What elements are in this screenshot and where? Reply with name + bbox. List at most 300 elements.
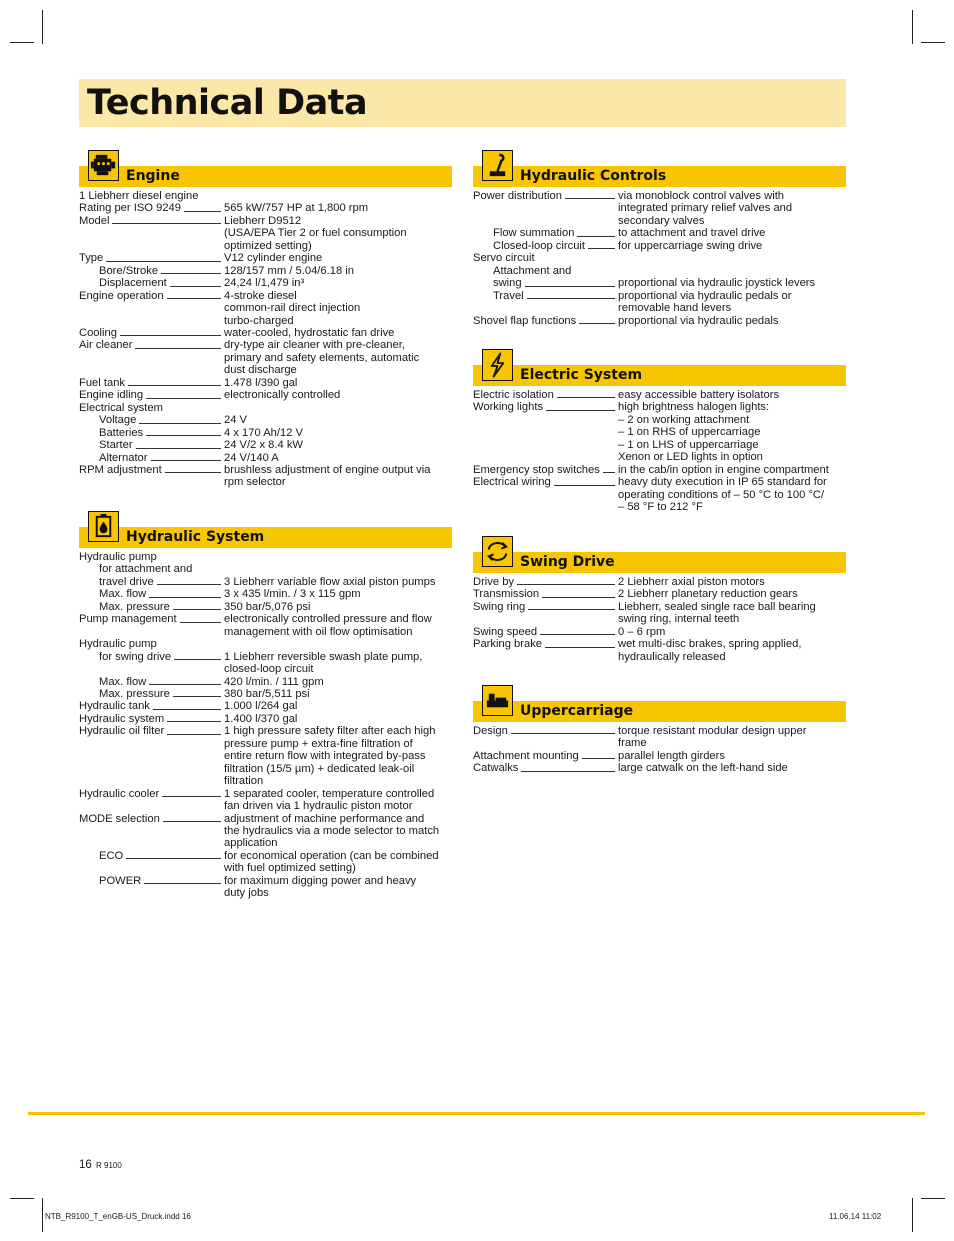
- spec-value: 0 – 6 rpm: [618, 625, 666, 638]
- leader-line: [582, 750, 615, 759]
- crop-mark: [921, 42, 945, 43]
- spec-row: [473, 651, 846, 663]
- section-title: Hydraulic System: [126, 529, 265, 545]
- spec-row: [473, 215, 846, 227]
- spec-value: via monoblock control valves with: [618, 190, 785, 202]
- spec-row: [79, 563, 452, 575]
- spec-row: [473, 202, 846, 214]
- spec-row: [79, 277, 452, 289]
- spec-row: [79, 788, 452, 800]
- spec-label: [79, 837, 224, 849]
- spec-row: [79, 339, 452, 351]
- spec-label: [79, 427, 224, 439]
- spec-value: removable hand levers: [618, 302, 732, 315]
- title-band: [79, 79, 846, 127]
- leader-line: [579, 315, 615, 324]
- spec-label: [473, 464, 618, 476]
- leader-line: [528, 601, 615, 610]
- leader-line: [153, 700, 221, 709]
- engine-icon: [88, 150, 119, 181]
- model-label: R 9100: [96, 1161, 122, 1170]
- spec-label: [473, 588, 618, 600]
- leader-line: [144, 875, 221, 884]
- crop-mark: [10, 1198, 34, 1199]
- spec-row: [79, 688, 452, 700]
- leader-line: [577, 227, 615, 236]
- spec-value: 1.000 l/264 gal: [224, 700, 298, 713]
- spec-row: [79, 713, 452, 725]
- leader-line: [167, 725, 221, 734]
- crop-mark: [912, 10, 913, 44]
- oil-tank-icon: [88, 511, 119, 542]
- leader-line: [603, 464, 615, 473]
- spec-value: the hydraulics via a mode selector to match: [224, 824, 440, 837]
- page-number: 16: [79, 1159, 92, 1171]
- spec-row: [79, 800, 452, 812]
- spec-row: [473, 389, 846, 401]
- spec-label: [79, 738, 224, 750]
- spec-value: adjustment of machine performance and: [224, 812, 425, 825]
- spec-label: [473, 601, 618, 613]
- spec-value: easy accessible battery isolators: [618, 389, 780, 401]
- leader-line: [165, 464, 221, 473]
- leader-line: [588, 240, 615, 249]
- spec-row: [79, 427, 452, 439]
- spec-label: [473, 762, 618, 774]
- spec-value: 24,24 l/1,479 in³: [224, 277, 305, 290]
- leader-line: [146, 427, 221, 436]
- spec-row: [79, 302, 452, 314]
- spec-label: [79, 315, 224, 327]
- section-header: [473, 365, 846, 386]
- spec-row: [79, 813, 452, 825]
- spec-label-text: Hydraulic tank: [79, 700, 150, 713]
- spec-value: 24 V/2 x 8.4 kW: [224, 439, 303, 452]
- spec-label: [473, 227, 618, 239]
- spec-label: [79, 800, 224, 812]
- uppercarriage-icon: [482, 685, 513, 716]
- spec-value: proportional via hydraulic pedals: [618, 314, 779, 327]
- spec-row: [79, 676, 452, 688]
- spec-list: [473, 389, 846, 514]
- spec-row: [473, 576, 846, 588]
- spec-row: [473, 501, 846, 513]
- spec-value: 420 l/min. / 111 gpm: [224, 675, 324, 688]
- spec-value: Liebherr, sealed single race ball bearing: [618, 600, 816, 613]
- spec-list: [79, 190, 452, 489]
- spec-value: brushless adjustment of engine output via: [224, 463, 431, 476]
- spec-row: [473, 190, 846, 202]
- spec-label: 1 Liebherr diesel engine: [79, 190, 199, 202]
- spec-row: [473, 277, 846, 289]
- leader-line: [120, 327, 221, 336]
- spec-row: [79, 327, 452, 339]
- spec-value: 4-stroke diesel: [224, 289, 297, 302]
- spec-row: [79, 190, 452, 202]
- spec-label: [79, 327, 224, 339]
- spec-label: [79, 352, 224, 364]
- leader-line: [146, 389, 221, 398]
- spec-label: [79, 713, 224, 725]
- joystick-icon: [482, 150, 513, 181]
- spec-value: application: [224, 837, 278, 850]
- spec-row: [79, 862, 452, 874]
- section-header: [473, 701, 846, 722]
- spec-label-text: Fuel tank: [79, 376, 126, 389]
- spec-row: [79, 725, 452, 737]
- spec-label: [79, 788, 224, 800]
- spec-label-text: Alternator: [99, 451, 148, 464]
- spec-row: [473, 426, 846, 438]
- leader-line: [527, 290, 615, 299]
- spec-label: Hydraulic pump: [79, 551, 157, 563]
- section-hydraulic-system: [79, 527, 452, 900]
- spec-label: [473, 638, 618, 650]
- spec-row: [79, 850, 452, 862]
- spec-label: [79, 476, 224, 488]
- spec-value: 24 V: [224, 414, 248, 427]
- spec-label: [79, 302, 224, 314]
- spec-value: for maximum digging power and heavy: [224, 874, 417, 887]
- spec-row: [79, 377, 452, 389]
- spec-row: [473, 476, 846, 488]
- spec-value: Xenon or LED lights in option: [618, 451, 763, 464]
- leader-line: [151, 452, 221, 461]
- spec-row: [473, 489, 846, 501]
- spec-value: in the cab/in option in engine compartment: [618, 463, 829, 476]
- spec-list: [473, 725, 846, 775]
- spec-value: 380 bar/5,511 psi: [224, 687, 310, 700]
- section-hydraulic-controls: [473, 166, 846, 327]
- spec-value: – 1 on LHS of uppercarriage: [618, 438, 759, 451]
- spec-value: – 58 °F to 212 °F: [618, 501, 703, 514]
- spec-label-text: Type: [79, 252, 104, 265]
- section-header: [473, 552, 846, 573]
- crop-mark: [42, 10, 43, 44]
- spec-row: [473, 227, 846, 239]
- spec-label: [79, 775, 224, 787]
- spec-value: proportional via hydraulic pedals or: [618, 289, 792, 302]
- spec-row: [473, 613, 846, 625]
- spec-value: primary and safety elements, automatic: [224, 351, 420, 364]
- spec-label: [79, 750, 224, 762]
- spec-row: [79, 663, 452, 675]
- spec-label: [79, 825, 224, 837]
- spec-label: [79, 725, 224, 737]
- leader-line: [173, 688, 221, 697]
- spec-label-text: Bore/Stroke: [99, 264, 159, 277]
- spec-label-text: Electric isolation: [473, 389, 554, 401]
- spec-label-text: Hydraulic oil filter: [79, 725, 165, 738]
- section-header: [473, 166, 846, 187]
- spec-label: [473, 389, 618, 401]
- spec-label: [79, 377, 224, 389]
- spec-label: [79, 277, 224, 289]
- spec-label: [79, 389, 224, 401]
- spec-label: for attachment and: [99, 563, 193, 576]
- spec-value: 3 Liebherr variable flow axial piston pumps: [224, 575, 436, 588]
- leader-line: [511, 725, 615, 734]
- file-slug: NTB_R9100_T_enGB-US_Druck.indd 16: [45, 1212, 191, 1221]
- spec-label: [473, 651, 618, 663]
- spec-label-text: POWER: [99, 874, 142, 887]
- spec-label-text: Engine idling: [79, 389, 144, 402]
- section-title: Hydraulic Controls: [520, 168, 667, 184]
- spec-row: [79, 626, 452, 638]
- spec-list: [473, 576, 846, 663]
- spec-label-text: Max. flow: [99, 675, 147, 688]
- spec-row: [79, 215, 452, 227]
- spec-value: proportional via hydraulic joystick levers: [618, 277, 816, 290]
- spec-label-text: Displacement: [99, 277, 167, 290]
- leader-line: [174, 651, 221, 660]
- leader-line: [162, 788, 221, 797]
- spec-value: with fuel optimized setting): [224, 862, 356, 875]
- spec-label: [473, 451, 618, 463]
- spec-row: [79, 887, 452, 899]
- spec-label: [79, 875, 224, 887]
- spec-row: [79, 315, 452, 327]
- spec-label-text: Voltage: [99, 414, 137, 427]
- leader-line: [525, 277, 615, 286]
- spec-label: [79, 364, 224, 376]
- spec-value: dry-type air cleaner with pre-cleaner,: [224, 339, 405, 352]
- spec-label: [79, 240, 224, 252]
- spec-label-text: Closed-loop circuit: [493, 239, 586, 252]
- spec-label: [79, 626, 224, 638]
- spec-row: [79, 476, 452, 488]
- spec-value: duty jobs: [224, 887, 269, 900]
- spec-label-text: Pump management: [79, 613, 177, 626]
- spec-label: [79, 452, 224, 464]
- spec-row: [473, 588, 846, 600]
- spec-row: [79, 875, 452, 887]
- spec-label: [473, 750, 618, 762]
- spec-label-text: ECO: [99, 849, 124, 862]
- spec-value: operating conditions of – 50 °C to 100 °C/: [618, 488, 825, 501]
- spec-value: fan driven via 1 hydraulic piston motor: [224, 800, 413, 813]
- spec-label: [79, 663, 224, 675]
- spec-value: – 2 on working attachment: [618, 413, 750, 426]
- spec-label: [473, 426, 618, 438]
- spec-value: wet multi-disc brakes, spring applied,: [618, 638, 802, 651]
- spec-value: 565 kW/757 HP at 1,800 rpm: [224, 202, 369, 215]
- spec-value: rpm selector: [224, 476, 286, 489]
- spec-label: Servo circuit: [473, 252, 535, 265]
- spec-row: [79, 202, 452, 214]
- spec-value: frame: [618, 737, 647, 750]
- spec-row: [79, 613, 452, 625]
- spec-value: entire return flow with integrated by-pass: [224, 750, 426, 763]
- section-swing-drive: [473, 552, 846, 663]
- spec-row: [473, 737, 846, 749]
- spec-value: common-rail direct injection: [224, 302, 361, 315]
- spec-label: [79, 651, 224, 663]
- leader-line: [157, 576, 221, 585]
- spec-row: [79, 240, 452, 252]
- spec-label: [79, 862, 224, 874]
- spec-value: electronically controlled pressure and flow: [224, 613, 432, 626]
- section-title: Uppercarriage: [520, 703, 634, 719]
- spec-label: [473, 501, 618, 513]
- spec-label-text: Parking brake: [473, 638, 543, 651]
- spec-label-text: Drive by: [473, 576, 515, 588]
- spec-label: [473, 489, 618, 501]
- leader-line: [149, 676, 221, 685]
- spec-value: 4 x 170 Ah/12 V: [224, 426, 303, 439]
- spec-value: hydraulically released: [618, 650, 726, 663]
- section-title: Swing Drive: [520, 554, 615, 570]
- spec-label-text: Electrical wiring: [473, 476, 551, 489]
- spec-row: [473, 451, 846, 463]
- spec-value: 1.400 l/370 gal: [224, 712, 298, 725]
- spec-label-text: Swing ring: [473, 600, 526, 613]
- spec-label: [79, 601, 224, 613]
- spec-label: [473, 737, 618, 749]
- spec-value: filtration (15/5 µm) + dedicated leak-oil: [224, 762, 415, 775]
- spec-row: [473, 414, 846, 426]
- spec-label-text: Cooling: [79, 326, 117, 339]
- spec-label: Attachment and: [493, 264, 572, 277]
- spec-label: [79, 850, 224, 862]
- spec-value: 128/157 mm / 5.04/6.18 in: [224, 264, 354, 277]
- spec-row: [79, 402, 452, 414]
- rotation-arrows-icon: [482, 536, 513, 567]
- leader-line: [517, 576, 615, 585]
- spec-label: [79, 227, 224, 239]
- spec-label: [79, 676, 224, 688]
- spec-value: large catwalk on the left-hand side: [618, 762, 788, 775]
- crop-mark: [921, 1198, 945, 1199]
- spec-label: [79, 414, 224, 426]
- spec-label: [473, 401, 618, 413]
- spec-row: [473, 601, 846, 613]
- spec-label: [473, 613, 618, 625]
- leader-line: [521, 762, 615, 771]
- spec-value: parallel length girders: [618, 749, 725, 762]
- spec-label: [79, 700, 224, 712]
- spec-label: [473, 240, 618, 252]
- leader-line: [106, 252, 221, 261]
- spec-label: [473, 215, 618, 227]
- spec-row: [79, 825, 452, 837]
- spec-label: [473, 414, 618, 426]
- spec-row: [473, 638, 846, 650]
- spec-label: [79, 613, 224, 625]
- crop-mark: [42, 1198, 43, 1232]
- spec-value: 2 Liebherr planetary reduction gears: [618, 588, 798, 601]
- spec-value: high brightness halogen lights:: [618, 401, 770, 414]
- spec-label: [473, 576, 618, 588]
- spec-label: [79, 290, 224, 302]
- spec-row: [473, 762, 846, 774]
- spec-value: 24 V/140 A: [224, 451, 279, 464]
- spec-row: [79, 452, 452, 464]
- leader-line: [180, 613, 221, 622]
- spec-value: filtration: [224, 775, 264, 788]
- spec-row: [473, 265, 846, 277]
- spec-label: [473, 302, 618, 314]
- leader-line: [139, 414, 221, 423]
- spec-label-text: Starter: [99, 439, 133, 452]
- spec-row: [79, 738, 452, 750]
- spec-row: [79, 601, 452, 613]
- spec-row: [473, 290, 846, 302]
- spec-label-text: Working lights: [473, 401, 544, 414]
- spec-row: [473, 252, 846, 264]
- spec-label-text: Travel: [493, 289, 524, 302]
- spec-label: [473, 277, 618, 289]
- spec-row: [79, 651, 452, 663]
- spec-value: 3 x 435 l/min. / 3 x 115 gpm: [224, 588, 361, 601]
- spec-row: [79, 588, 452, 600]
- print-date: 11.06.14 11:02: [829, 1212, 882, 1221]
- spec-row: [473, 240, 846, 252]
- spec-row: [79, 414, 452, 426]
- spec-row: [473, 439, 846, 451]
- spec-value: V12 cylinder engine: [224, 252, 323, 265]
- spec-label-text: Hydraulic cooler: [79, 787, 160, 800]
- leader-line: [542, 588, 615, 597]
- leader-line: [126, 850, 221, 859]
- spec-label: [473, 202, 618, 214]
- spec-value: to attachment and travel drive: [618, 227, 766, 240]
- spec-value: heavy duty execution in IP 65 standard for: [618, 476, 827, 489]
- spec-value: dust discharge: [224, 364, 297, 377]
- spec-row: [473, 464, 846, 476]
- spec-row: [79, 700, 452, 712]
- spec-row: [79, 638, 452, 650]
- section-header: [79, 166, 452, 187]
- spec-value: water-cooled, hydrostatic fan drive: [224, 326, 395, 339]
- spec-label: [473, 190, 618, 202]
- spec-row: [79, 551, 452, 563]
- spec-label: [79, 688, 224, 700]
- spec-label-text: Emergency stop switches: [473, 463, 600, 476]
- spec-label: Electrical system: [79, 401, 163, 414]
- spec-label-text: Air cleaner: [79, 339, 133, 352]
- spec-row: [79, 389, 452, 401]
- spec-label: [79, 464, 224, 476]
- leader-line: [128, 377, 221, 386]
- spec-label: [79, 265, 224, 277]
- spec-list: [473, 190, 846, 327]
- spec-value: electronically controlled: [224, 389, 341, 402]
- leader-line: [135, 339, 221, 348]
- spec-label: [473, 315, 618, 327]
- spec-label: [473, 476, 618, 488]
- spec-row: [79, 290, 452, 302]
- leader-line: [167, 290, 221, 299]
- spec-label: [79, 763, 224, 775]
- spec-label: [79, 439, 224, 451]
- spec-row: [473, 750, 846, 762]
- spec-label-text: MODE selection: [79, 812, 160, 825]
- leader-line: [149, 588, 221, 597]
- spec-label-text: Max. pressure: [99, 600, 170, 613]
- spec-label-text: travel drive: [99, 575, 154, 588]
- spec-row: [473, 315, 846, 327]
- spec-value: management with oil flow optimisation: [224, 625, 413, 638]
- spec-label-text: Transmission: [473, 588, 540, 601]
- section-title: Engine: [126, 168, 180, 184]
- spec-row: [79, 352, 452, 364]
- spec-value: secondary valves: [618, 214, 705, 227]
- spec-label-text: Catwalks: [473, 762, 519, 775]
- leader-line: [184, 202, 221, 211]
- spec-label-text: RPM adjustment: [79, 463, 162, 476]
- spec-value: pressure pump + extra-fine filtration of: [224, 737, 413, 750]
